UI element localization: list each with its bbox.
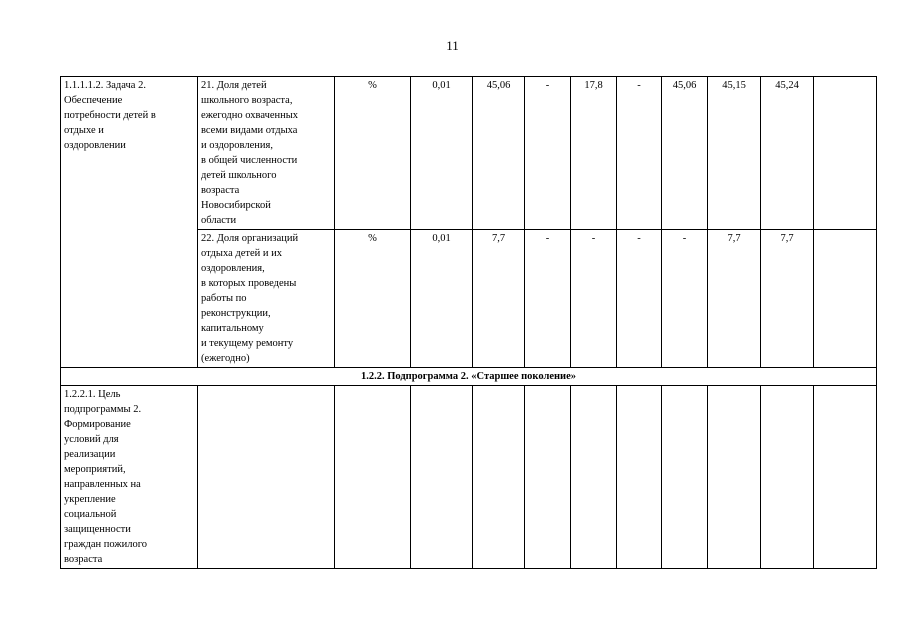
value-cell: - bbox=[525, 230, 571, 368]
value-cell: 7,7 bbox=[761, 230, 814, 368]
section-row bbox=[61, 368, 877, 386]
value-cell: - bbox=[617, 230, 662, 368]
value-cell: - bbox=[662, 230, 708, 368]
value-cell: 0,01 bbox=[411, 77, 473, 230]
empty-cell bbox=[335, 386, 411, 569]
unit-cell: % bbox=[335, 230, 411, 368]
value-cell: 0,01 bbox=[411, 230, 473, 368]
value-cell: 17,8 bbox=[571, 77, 617, 230]
section-title: 1.2.2. Подпрограмма 2. «Старшее поколение» bbox=[61, 368, 877, 386]
table-row bbox=[61, 77, 877, 230]
indicator-cell: 22. Доля организаций отдыха детей и их оздоровления, в которых проведены работы по реконструкции, капитальному и текущему ремонту (ежегодно) bbox=[198, 230, 335, 368]
value-cell: 45,06 bbox=[473, 77, 525, 230]
empty-cell bbox=[662, 386, 708, 569]
table-row bbox=[61, 386, 877, 569]
empty-cell bbox=[761, 386, 814, 569]
empty-cell bbox=[525, 386, 571, 569]
value-cell: 45,24 bbox=[761, 77, 814, 230]
empty-cell bbox=[198, 386, 335, 569]
value-cell: - bbox=[571, 230, 617, 368]
indicators-table bbox=[60, 76, 877, 569]
indicator-cell: 21. Доля детей школьного возраста, ежегодно охваченных всеми видами отдыха и оздоровления, в общей численности детей школьного возраста Новосибирской области bbox=[198, 77, 335, 230]
empty-cell bbox=[473, 386, 525, 569]
note-cell bbox=[814, 77, 877, 230]
empty-cell bbox=[814, 386, 877, 569]
task-cell: 1.1.1.1.2. Задача 2. Обеспечение потребности детей в отдыхе и оздоровлении bbox=[61, 77, 198, 368]
empty-cell bbox=[617, 386, 662, 569]
unit-cell: % bbox=[335, 77, 411, 230]
goal-cell: 1.2.2.1. Цель подпрограммы 2. Формирование условий для реализации мероприятий, направленных на укрепление социальной защищенности граждан пожилого возраста bbox=[61, 386, 198, 569]
empty-cell bbox=[571, 386, 617, 569]
value-cell: 7,7 bbox=[708, 230, 761, 368]
value-cell: - bbox=[525, 77, 571, 230]
value-cell: - bbox=[617, 77, 662, 230]
note-cell bbox=[814, 230, 877, 368]
value-cell: 7,7 bbox=[473, 230, 525, 368]
value-cell: 45,06 bbox=[662, 77, 708, 230]
empty-cell bbox=[411, 386, 473, 569]
page-number: 11 bbox=[446, 38, 459, 53]
empty-cell bbox=[708, 386, 761, 569]
value-cell: 45,15 bbox=[708, 77, 761, 230]
